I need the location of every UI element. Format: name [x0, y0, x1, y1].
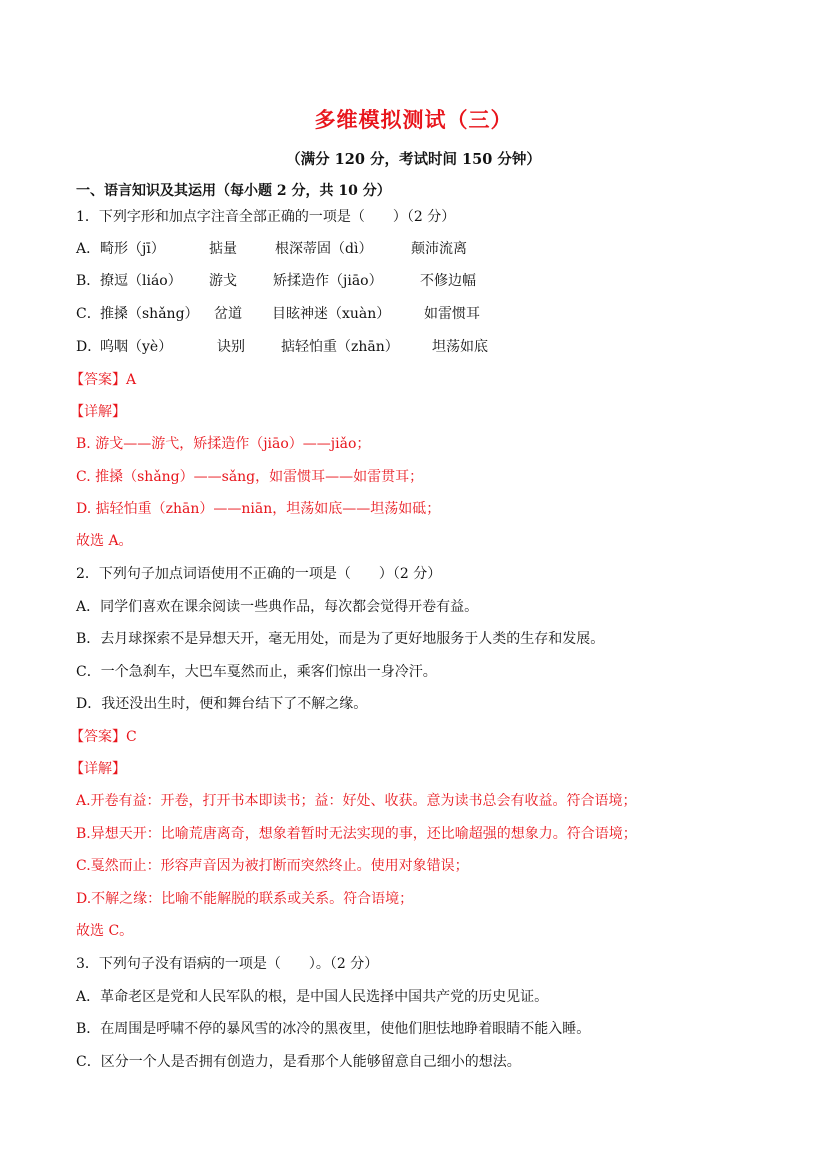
q2-option-a: A．同学们喜欢在课余阅读一些典作品，每次都会觉得开卷有益。 — [76, 599, 479, 615]
q1-conclusion: 故选 A。 — [76, 533, 133, 549]
option-item: 坦荡如底 — [432, 339, 488, 355]
option-item: 根深蒂固（dì） — [275, 241, 373, 257]
q1-explain-heading: 【详解】 — [70, 404, 126, 420]
q3-option-c: C．区分一个人是否拥有创造力，是看那个人能够留意自己细小的想法。 — [76, 1054, 521, 1070]
q1-explain-c: C. 推搡（shǎng）——sǎng，如雷惯耳——如雷贯耳； — [76, 469, 424, 485]
q1-option-d — [76, 336, 488, 356]
option-label: B． — [76, 273, 101, 289]
q1-explain-d: D. 掂轻怕重（zhān）——niān，坦荡如底——坦荡如砥； — [76, 501, 441, 517]
q2-explain-heading: 【详解】 — [70, 761, 126, 777]
option-item: 岔道 — [214, 306, 242, 322]
q2-option-b: B．去月球探索不是异想天开，毫无用处，而是为了更好地服务于人类的生存和发展。 — [76, 631, 605, 647]
option-item: 目眩神迷（xuàn） — [272, 306, 391, 322]
option-item: 游戈 — [209, 273, 237, 289]
q3-stem: 3．下列句子没有语病的一项是（ ）。（2 分） — [76, 956, 379, 972]
option-item: 推搡（shǎng） — [100, 306, 199, 322]
q2-explain-d: D.不解之缘：比喻不能解脱的联系或关系。符合语境； — [76, 891, 414, 907]
option-label: C． — [76, 306, 101, 322]
q2-stem: 2．下列句子加点词语使用不正确的一项是（ ）（2 分） — [76, 566, 442, 582]
option-item: 诀别 — [217, 339, 245, 355]
q2-option-d: D．我还没出生时，便和舞台结下了不解之缘。 — [76, 696, 368, 712]
option-item: 掂轻怕重（zhān） — [281, 339, 399, 355]
q1-answer: 【答案】A — [70, 372, 137, 388]
q3-option-b: B．在周围是呼啸不停的暴风雪的冰冷的黑夜里，使他们胆怯地睁着眼睛不能入睡。 — [76, 1021, 591, 1037]
q2-explain-c: C.戛然而止：形容声音因为被打断而突然终止。使用对象错误； — [76, 858, 469, 874]
option-label: D． — [76, 339, 102, 355]
q3-option-a: A．革命老区是党和人民军队的根，是中国人民选择中国共产党的历史见证。 — [76, 989, 549, 1005]
option-item: 呜咽（yè） — [100, 339, 173, 355]
q2-explain-b: B.异想天开：比喻荒唐离奇，想象着暂时无法实现的事，还比喻超强的想象力。符合语境； — [76, 826, 637, 842]
q1-option-a — [76, 238, 467, 258]
q1-option-b — [76, 270, 476, 290]
exam-info: （满分 120 分，考试时间 150 分钟） — [286, 151, 541, 168]
page-title: 多维模拟测试（三） — [314, 107, 513, 132]
option-item: 如雷惯耳 — [424, 306, 480, 322]
option-item: 颠沛流离 — [411, 241, 467, 257]
section-heading: 一、语言知识及其运用（每小题 2 分，共 10 分） — [76, 183, 391, 199]
option-item: 不修边幅 — [420, 273, 476, 289]
q2-explain-a: A.开卷有益：开卷，打开书本即读书；益：好处、收获。意为读书总会有收益。符合语境； — [76, 793, 637, 809]
q1-stem: 1．下列字形和加点字注音全部正确的一项是（ ）（2 分） — [76, 209, 456, 225]
q2-answer: 【答案】C — [70, 729, 137, 745]
option-item: 矫揉造作（jiāo） — [273, 273, 383, 289]
option-item: 掂量 — [209, 241, 237, 257]
option-item: 撩逗（liáo） — [100, 273, 182, 289]
q2-conclusion: 故选 C。 — [76, 923, 134, 939]
option-label: A． — [76, 241, 101, 257]
option-item: 畸形（jī） — [100, 241, 165, 257]
q1-option-c — [76, 303, 480, 323]
q2-option-c: C．一个急刹车，大巴车戛然而止，乘客们惊出一身冷汗。 — [76, 664, 437, 680]
q1-explain-b: B. 游戈——游弋，矫揉造作（jiāo）——jiǎo； — [76, 436, 371, 452]
